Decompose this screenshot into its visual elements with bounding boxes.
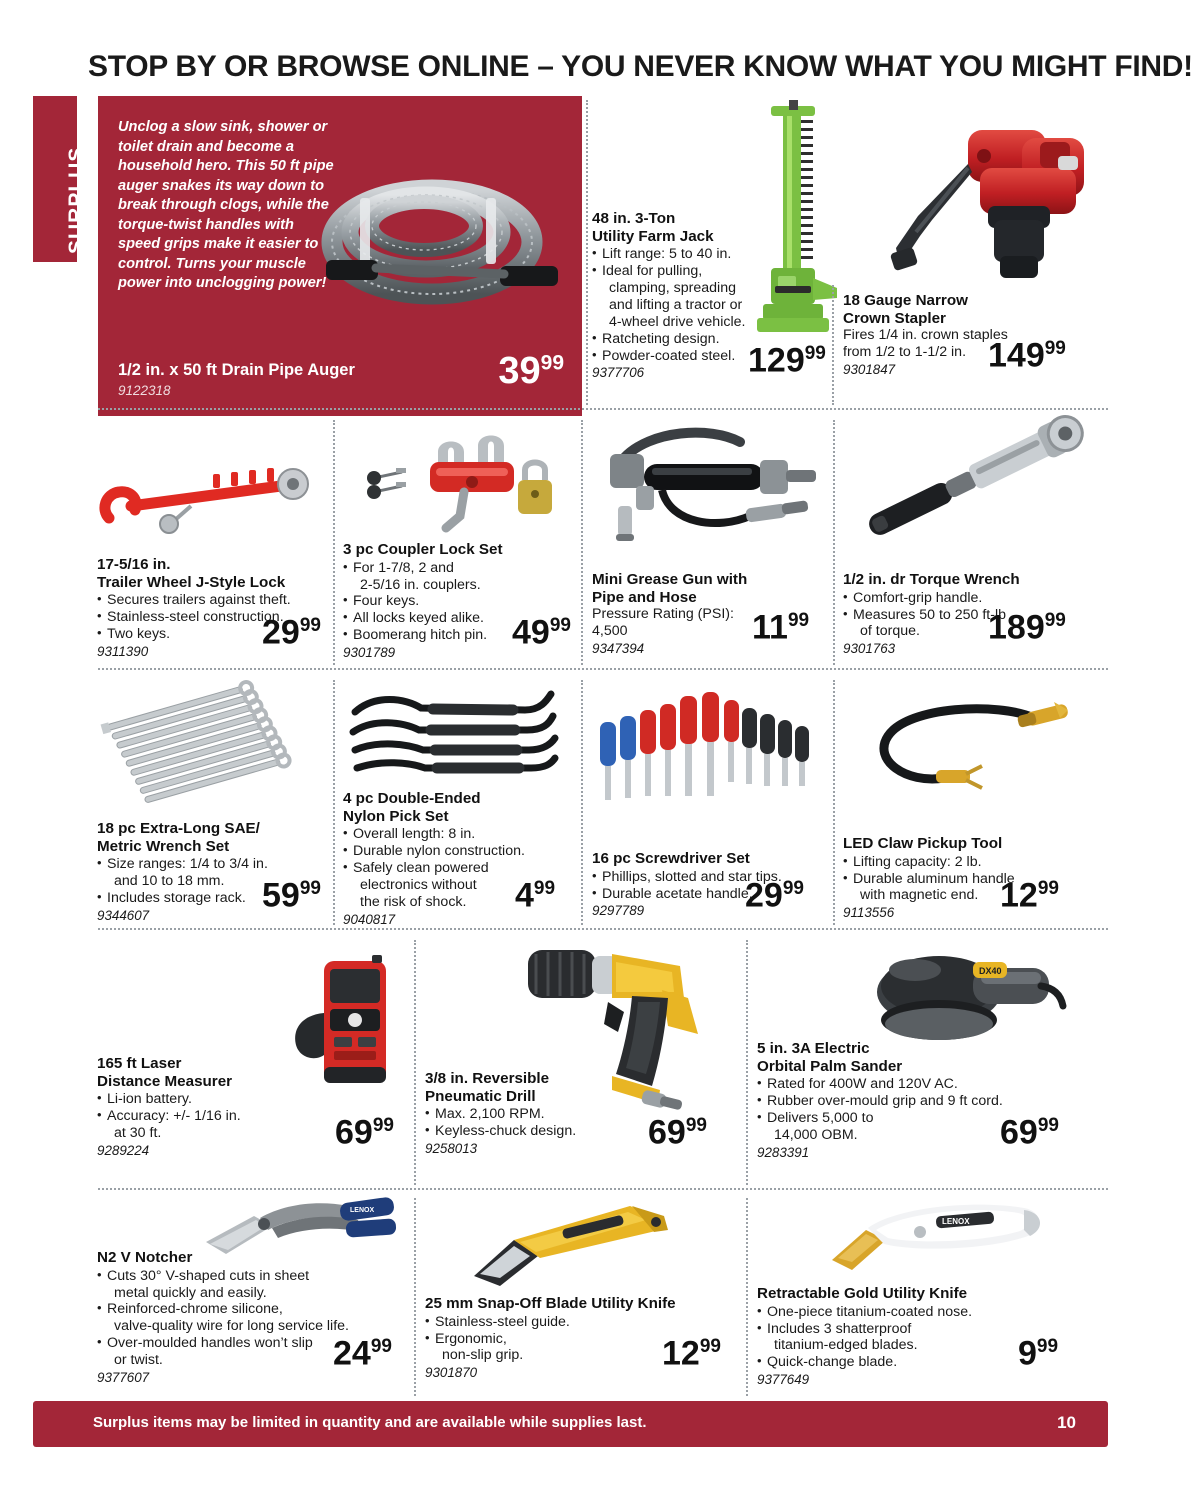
bullet: • Rubber over-mould grip and 9 ft cord.: [757, 1093, 1037, 1110]
product-sku: 9113556: [843, 905, 895, 921]
price-orbital-palm-sander: [1000, 1113, 1059, 1152]
bullet: • Reinforced-chrome silicone,: [97, 1301, 372, 1318]
product-title-line1: 18 Gauge Narrow: [843, 292, 968, 309]
bullet: • Max. 2,100 RPM.: [425, 1106, 645, 1123]
product-title-line2: Metric Wrench Set: [97, 837, 230, 855]
product-title-line2: Distance Measurer: [97, 1072, 233, 1090]
bullet: • Ideal for pulling,: [592, 263, 762, 280]
price-dollars: 12: [662, 1334, 700, 1373]
bullet: • Includes 3 shatterproof: [757, 1321, 1037, 1338]
divider: [333, 420, 335, 665]
bullet: • Li-ion battery.: [97, 1091, 312, 1108]
product-title-line2: Utility Farm Jack: [592, 227, 714, 245]
divider: [98, 928, 1108, 930]
bullet-cont: 4-wheel drive vehicle.: [609, 313, 746, 330]
hero-product-sku: 9122318: [118, 383, 171, 398]
divider: [98, 1188, 1108, 1190]
price-mini-grease-gun: [752, 608, 810, 647]
page-title: STOP BY OR BROWSE ONLINE – YOU NEVER KNOW WHAT YOU MIGHT FIND!: [88, 50, 1193, 83]
price-cents: 99: [1044, 338, 1066, 359]
product-bullets: [757, 1304, 1037, 1372]
product-bullets: [757, 1076, 1037, 1144]
product-v-notcher[interactable]: [97, 1249, 372, 1385]
green-farm-jack-image: [745, 100, 840, 350]
svg-text:DX40: DX40: [979, 966, 1002, 976]
bullet: • Durable nylon construction.: [343, 843, 578, 860]
divider: [581, 680, 583, 925]
bullet: • Safely clean powered: [343, 860, 578, 877]
product-bullets: [425, 1106, 645, 1140]
product-sku: 9289224: [97, 1142, 150, 1158]
combination-wrench-set-image: [110, 690, 320, 810]
product-sku: 9301847: [843, 362, 896, 378]
footer-page-number: 10: [1057, 1413, 1076, 1432]
bullet: • Cuts 30° V-shaped cuts in sheet: [97, 1268, 372, 1285]
bullet-cont: titanium-edged blades.: [774, 1337, 918, 1354]
bullet: • Accuracy: +/- 1/16 in.: [97, 1108, 312, 1125]
bullet-cont: clamping, spreading: [609, 280, 736, 297]
product-detail: Pressure Rating (PSI):: [592, 606, 734, 623]
hero-product-info: [118, 361, 564, 398]
product-title-line1: Retractable Gold Utility Knife: [757, 1285, 968, 1302]
price-pneumatic-drill: [648, 1113, 707, 1152]
price-coupler-lock-set: [512, 613, 571, 652]
product-title-line1: 1/2 in. dr Torque Wrench: [843, 571, 1020, 588]
bullet: • Lifting capacity: 2 lb.: [843, 854, 1068, 871]
bullet: • Size ranges: 1/4 to 3/4 in.: [97, 856, 327, 873]
v-notcher-snips-image: [198, 1198, 398, 1268]
product-sku: 9377649: [757, 1372, 810, 1388]
surplus-tab: [33, 96, 88, 262]
product-bullets: [97, 1268, 372, 1369]
price-nylon-pick-set: [515, 876, 556, 915]
hero-description: Unclog a slow sink, shower or toilet drain and become a household hero. This 50 ft pipe auger snakes its way down to break through clogs, while the torque-twist handles with speed grips make it easier to control. Turns your muscle power into unclogging power!: [118, 119, 334, 292]
divider: [581, 420, 583, 665]
snap-off-blade-utility-knife-image: [470, 1200, 685, 1290]
product-sku: 9301789: [343, 645, 396, 661]
divider: [746, 1198, 748, 1396]
bullet-cont: and lifting a tractor or: [609, 296, 743, 313]
product-sku: 9311390: [97, 643, 149, 659]
product-sku: 9344607: [97, 907, 150, 923]
bullet: • One-piece titanium-coated nose.: [757, 1304, 1037, 1321]
divider: [832, 285, 834, 405]
hero-price-cents: 99: [540, 351, 564, 375]
retractable-gold-utility-knife-image: [828, 1200, 1053, 1280]
product-title-line2: Pipe and Hose: [592, 588, 697, 606]
product-sku: 9040817: [343, 911, 396, 927]
orbital-palm-sander-image: [855, 950, 1070, 1055]
product-title-line2: Crown Stapler: [843, 309, 946, 327]
bullet-cont: at 30 ft.: [114, 1125, 162, 1142]
bullet-cont: 2-5/16 in. couplers.: [360, 576, 481, 593]
nylon-pick-set-image: [345, 688, 560, 788]
price-cents: 99: [533, 878, 556, 899]
divider: [98, 668, 1108, 670]
product-title-line1: 16 pc Screwdriver Set: [592, 850, 750, 867]
price-retractable-gold-utility-knife: [1018, 1334, 1059, 1373]
bullet-cont: valve-quality wire for long service life.: [114, 1318, 349, 1335]
bullet: • Measures 50 to 250 ft-lb: [843, 607, 1073, 624]
price-cents: 99: [685, 1115, 707, 1136]
product-sku: 9347394: [592, 641, 645, 657]
svg-text:LENOX: LENOX: [350, 1207, 375, 1214]
divider: [586, 100, 588, 405]
product-title-line1: 5 in. 3A Electric: [757, 1040, 870, 1057]
bullet: • Stainless-steel construction.: [97, 609, 322, 626]
product-sku: 9297789: [592, 903, 645, 919]
price-cents: 99: [299, 878, 321, 899]
divider: [333, 680, 335, 925]
price-dollars: 29: [262, 613, 300, 652]
product-bullets: [592, 246, 762, 364]
torque-wrench-image: [845, 405, 1095, 555]
product-sku: 9301763: [843, 641, 896, 657]
product-title-line1: N2 V Notcher: [97, 1249, 193, 1266]
divider: [833, 680, 835, 925]
product-sku: 9377706: [592, 365, 645, 381]
hero-price: [498, 352, 564, 390]
bullet: • Four keys.: [343, 593, 568, 610]
price-cents: 99: [372, 1115, 394, 1136]
product-detail: from 1/2 to 1-1/2 in.: [843, 344, 967, 361]
product-title-line2: Trailer Wheel J-Style Lock: [97, 573, 286, 591]
price-screwdriver-set: [745, 876, 804, 915]
bullet-cont: the risk of shock.: [360, 893, 467, 910]
bullet: • Two keys.: [97, 626, 322, 643]
bullet-cont: 14,000 OBM.: [774, 1126, 858, 1143]
price-dollars: 49: [512, 613, 550, 652]
price-v-notcher: [333, 1334, 392, 1373]
hero-product-title: 1/2 in. x 50 ft Drain Pipe Auger: [118, 361, 355, 380]
price-snap-off-utility-knife: [662, 1334, 721, 1373]
product-title-line1: 17-5/16 in.: [97, 556, 171, 573]
bullet: • Ergonomic,: [425, 1331, 725, 1348]
bullet: • Comfort-grip handle.: [843, 590, 1073, 607]
bullet: • Boomerang hitch pin.: [343, 627, 568, 644]
bullet: • Secures trailers against theft.: [97, 592, 322, 609]
price-cents: 99: [549, 615, 571, 636]
price-dollars: 4: [515, 876, 534, 915]
bullet-cont: metal quickly and easily.: [114, 1284, 267, 1301]
footer-banner: [33, 1401, 1108, 1447]
coupler-lock-set-with-keys-image: [368, 432, 568, 542]
red-narrow-crown-stapler-image: [872, 108, 1102, 298]
product-title-line1: 48 in. 3-Ton: [592, 210, 676, 227]
red-j-style-wheel-lock-image: [95, 462, 310, 542]
price-laser-distance-measurer: [335, 1113, 394, 1152]
price-dollars: 59: [262, 876, 300, 915]
divider: [414, 1198, 416, 1396]
bullet: • Quick-change blade.: [757, 1354, 1037, 1371]
bullet: • For 1-7/8, 2 and: [343, 560, 568, 577]
price-dollars: 69: [648, 1113, 686, 1152]
product-utility-farm-jack[interactable]: [592, 210, 762, 380]
price-cents: 99: [1037, 1115, 1059, 1136]
product-title-line1: 165 ft Laser: [97, 1055, 182, 1072]
product-detail: Fires 1/4 in. crown staples: [843, 327, 1008, 344]
product-title-line2: Nylon Pick Set: [343, 807, 449, 825]
bullet-cont: with magnetic end.: [860, 887, 979, 904]
bullet: • Includes storage rack.: [97, 890, 327, 907]
bullet-cont: and 10 to 18 mm.: [114, 873, 225, 890]
price-dollars: 11: [752, 608, 788, 647]
drain-pipe-auger-coil-image: [314, 154, 574, 344]
price-dollars: 149: [988, 336, 1045, 375]
price-trailer-wheel-lock: [262, 613, 321, 652]
product-sku: 9258013: [425, 1141, 478, 1157]
bullet-cont: electronics without: [360, 876, 477, 893]
product-title-line2: Pneumatic Drill: [425, 1087, 536, 1105]
bullet: • Durable acetate handle.: [592, 886, 827, 903]
divider: [746, 940, 748, 1185]
price-cents: 99: [699, 1336, 721, 1357]
bullet: • Durable aluminum handle: [843, 871, 1068, 888]
hero-promo-panel: [98, 96, 582, 416]
bullet: • Delivers 5,000 to: [757, 1110, 1037, 1127]
mini-grease-gun-image: [600, 420, 825, 555]
bullet: • Over-moulded handles won’t slip: [97, 1335, 372, 1352]
price-cents: 99: [1037, 878, 1059, 899]
bullet-cont: of torque.: [860, 623, 920, 640]
price-cents: 99: [1044, 610, 1066, 631]
pneumatic-drill-image: [512, 940, 727, 1110]
price-wrench-set: [262, 876, 321, 915]
product-title-line1: LED Claw Pickup Tool: [843, 835, 1003, 852]
led-claw-pickup-tool-image: [848, 700, 1073, 805]
price-dollars: 24: [333, 1334, 371, 1373]
product-title-line1: Mini Grease Gun with: [592, 571, 748, 588]
price-dollars: 9: [1018, 1334, 1037, 1373]
product-title-line2: Orbital Palm Sander: [757, 1057, 903, 1075]
product-sku: 9283391: [757, 1144, 810, 1160]
product-title-line1: 4 pc Double-Ended: [343, 790, 481, 807]
bullet: • Powder-coated steel.: [592, 348, 762, 365]
divider: [414, 940, 416, 1185]
price-cents: 99: [782, 878, 804, 899]
product-title-line1: 3 pc Coupler Lock Set: [343, 541, 503, 558]
product-orbital-palm-sander[interactable]: [757, 1040, 1037, 1160]
footer-disclaimer: Surplus items may be limited in quantity and are available while supplies last.: [93, 1414, 647, 1431]
bullet-cont: or twist.: [114, 1352, 163, 1369]
price-dollars: 189: [988, 608, 1045, 647]
price-cents: 99: [804, 343, 826, 364]
price-crown-stapler: [988, 336, 1066, 375]
divider: [833, 420, 835, 665]
product-title-line1: 3/8 in. Reversible: [425, 1070, 550, 1087]
price-cents: 99: [1036, 1336, 1059, 1357]
surplus-tab-label: SURPLUS: [65, 146, 88, 254]
bullet: • All locks keyed alike.: [343, 610, 568, 627]
price-cents: 99: [299, 615, 321, 636]
bullet-cont: non-slip grip.: [442, 1347, 524, 1364]
price-dollars: 29: [745, 876, 783, 915]
price-cents: 99: [787, 610, 810, 631]
price-dollars: 129: [748, 341, 805, 380]
price-dollars: 69: [1000, 1113, 1038, 1152]
bullet: • Stainless-steel guide.: [425, 1314, 725, 1331]
hero-price-dollars: 39: [498, 350, 541, 392]
product-title-line1: 25 mm Snap-Off Blade Utility Knife: [425, 1295, 676, 1312]
screwdriver-set-image: [592, 688, 822, 813]
product-title-line1: 18 pc Extra-Long SAE/: [97, 820, 260, 837]
svg-text:LENOX: LENOX: [942, 1217, 970, 1226]
bullet: • Lift range: 5 to 40 in.: [592, 246, 762, 263]
bullet: • Overall length: 8 in.: [343, 826, 578, 843]
product-sku: 9301870: [425, 1365, 478, 1381]
price-torque-wrench: [988, 608, 1066, 647]
product-sku: 9377607: [97, 1369, 150, 1385]
product-detail: 4,500: [592, 623, 628, 640]
price-dollars: 12: [1000, 876, 1038, 915]
product-retractable-gold-utility-knife[interactable]: [757, 1285, 1037, 1387]
price-cents: 99: [370, 1336, 392, 1357]
bullet: • Ratcheting design.: [592, 331, 762, 348]
bullet: • Rated for 400W and 120V AC.: [757, 1076, 1037, 1093]
laser-distance-measurer-image: [278, 955, 408, 1100]
bullet: • Keyless-chuck design.: [425, 1123, 645, 1140]
price-dollars: 69: [335, 1113, 373, 1152]
bullet: • Phillips, slotted and star tips.: [592, 869, 827, 886]
price-led-claw-pickup-tool: [1000, 876, 1059, 915]
